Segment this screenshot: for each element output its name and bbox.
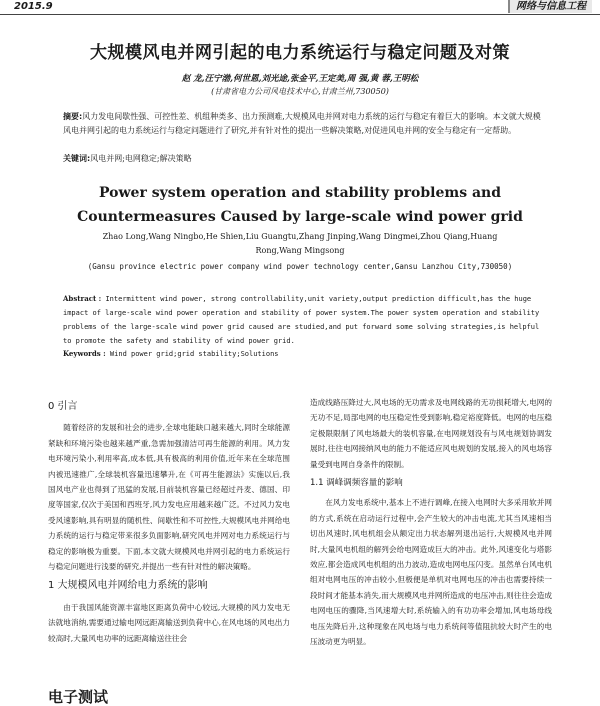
- english-title-line2: Countermeasures Caused by large-scale wind power grid: [77, 209, 523, 225]
- section-1-1-heading: 1.1 调峰调频容量的影响: [310, 478, 403, 489]
- english-keywords-text: Wind power grid;grid stability;Solutions: [109, 350, 279, 358]
- column-name: 网络与信息工程: [508, 0, 592, 13]
- english-keywords: [63, 349, 541, 358]
- chinese-authors: 赵 龙,汪宁渤,何世恩,刘光途,张金平,王定美,周 强,黄 蓉,王明松: [181, 74, 419, 84]
- section-1-1-paragraph: 在风力发电系统中,基本上不进行调峰,在接入电网时大多采用软并网的方式,系统在启动运行过程中,会产生较大的冲击电流,尤其当风速相当切出风速时,风电机组会从额定出力状态解列退出运行,大规模风电并网时,大量风电机组的解列会给电网造成巨大的冲击。此外,风速变化与塔影效应,都会造成风电机组的出力波动,造成电网电压闪变。虽然单台风电机组对电网电压的冲击较小,但极便是单机对电网电压的冲击也需要持续一段时间才能基本消失,而大规模风电并网所造成的电压冲击,则往往会造成电网电压的骤降,当风速增大时,系统输入的有功功率会增加,风电场母线电压先降后升,这种现象在风电场与电力系统间等值阻抗较大时产生的电压波动更为明显。: [310, 498, 552, 647]
- section-0-paragraph: 随着经济的发展和社会的进步,全球电能缺口越来越大,同时全球能源紧缺和环境污染也越来越严重,急需加强清洁可再生能源的利用。风力发电环境污染小,利用率高,成本低,具有极高的利用价值,近年来在全球范围内被迅速推广,全球装机容量迅速攀升,在《可再生能源法》实施以后,我国风电产业也得到了迅猛的发展,目前装机容量已经超过丹麦、德国、印度等国家,仅次于美国和西班牙,风力发电应用越来越广泛。不过风力发电受风速影响,具有明显的随机性、间歇性和不可控性,大规模风电并网给电力系统的运行与稳定带来很多负面影响,研究风电并网对电力系统运行与稳定的影响极为重要。下面,本文就大规模风电并网引起的电力系统运行与稳定问题进行浅要的研究,并提出一些有针对性的解决策略。: [48, 423, 290, 572]
- journal-header-bar: [0, 0, 600, 15]
- section-1-heading: 1 大规模风电并网给电力系统的影响: [48, 580, 208, 592]
- journal-brand: 电子测试: [48, 688, 109, 706]
- section-1-paragraph: 由于我国风能资源丰富地区距离负荷中心较远,大规模的风力发电无法就地消纳,需要通过输电网远距离输送到负荷中心,在风电场的风电出力较高时,大量风电功率的远距离输送往往会: [48, 602, 290, 643]
- english-affiliation: (Gansu province electric power company wind power technology center,Gansu Lanzhou City,730050): [87, 262, 513, 271]
- section-0-heading: 0 引言: [48, 401, 78, 412]
- english-title-line1: Power system operation and stability problems and: [99, 185, 501, 201]
- chinese-abstract-text: 风力发电间歇性强、可控性差、机组种类多、出力预测难,大规模风电并网对电力系统的运行与稳定有着巨大的影响。本文就大规模风电并网引起的电力系统运行与稳定问题进行了研究,并有针对性的提出一些解决策略,对促进风电并网的安全与稳定有一定帮助。: [63, 112, 541, 135]
- chinese-abstract: [63, 110, 541, 138]
- english-keywords-label: Keywords :: [63, 349, 106, 358]
- chinese-title: 大规模风电并网引起的电力系统运行与稳定问题及对策: [90, 43, 510, 63]
- body-right-column: [310, 395, 552, 650]
- body-left-column: [48, 395, 290, 646]
- chinese-affiliation: (甘肃省电力公司风电技术中心,甘肃兰州,730050): [211, 87, 389, 96]
- english-title: [0, 181, 600, 229]
- english-authors: Zhao Long,Wang Ningbo,He Shien,Liu Guangtu,Zhang Jinping,Wang Dingmei,Zhou Qiang,Huang Rong,Wang Mingsong: [102, 232, 498, 255]
- section-1-continued-paragraph: 造成线路压降过大,风电场的无功需求及电网线路的无功损耗增大,电网的无功不足,局部电网的电压稳定性受到影响,稳定裕度降低。电网的电压稳定极限限制了风电场最大的装机容量,在电网规划没有与风电规划协调发展时,往往电网接纳风电的能力不能适应风电规划的发展,接入的风电场容量受到电网自身条件的限制。: [310, 398, 552, 469]
- english-abstract-text: Intermittent wind power, strong controllability,unit variety,output prediction difficult,has the huge impact of large-scale wind power operation and stability of power system.The power system operation and stability problems of the large-scale wind power grid caused are studied,and put forward some solving strategies,is helpful to promote the safety and stability of wind power grid.: [63, 295, 540, 345]
- issue-number: 2015.9: [14, 1, 53, 12]
- chinese-abstract-label: 摘要:: [63, 112, 83, 121]
- chinese-keywords-text: 风电并网;电网稳定;解决策略: [90, 154, 192, 163]
- english-abstract-label: Abstract :: [63, 294, 102, 303]
- english-abstract: [63, 292, 541, 348]
- chinese-keywords-label: 关键词:: [63, 154, 91, 163]
- chinese-keywords: [63, 153, 541, 164]
